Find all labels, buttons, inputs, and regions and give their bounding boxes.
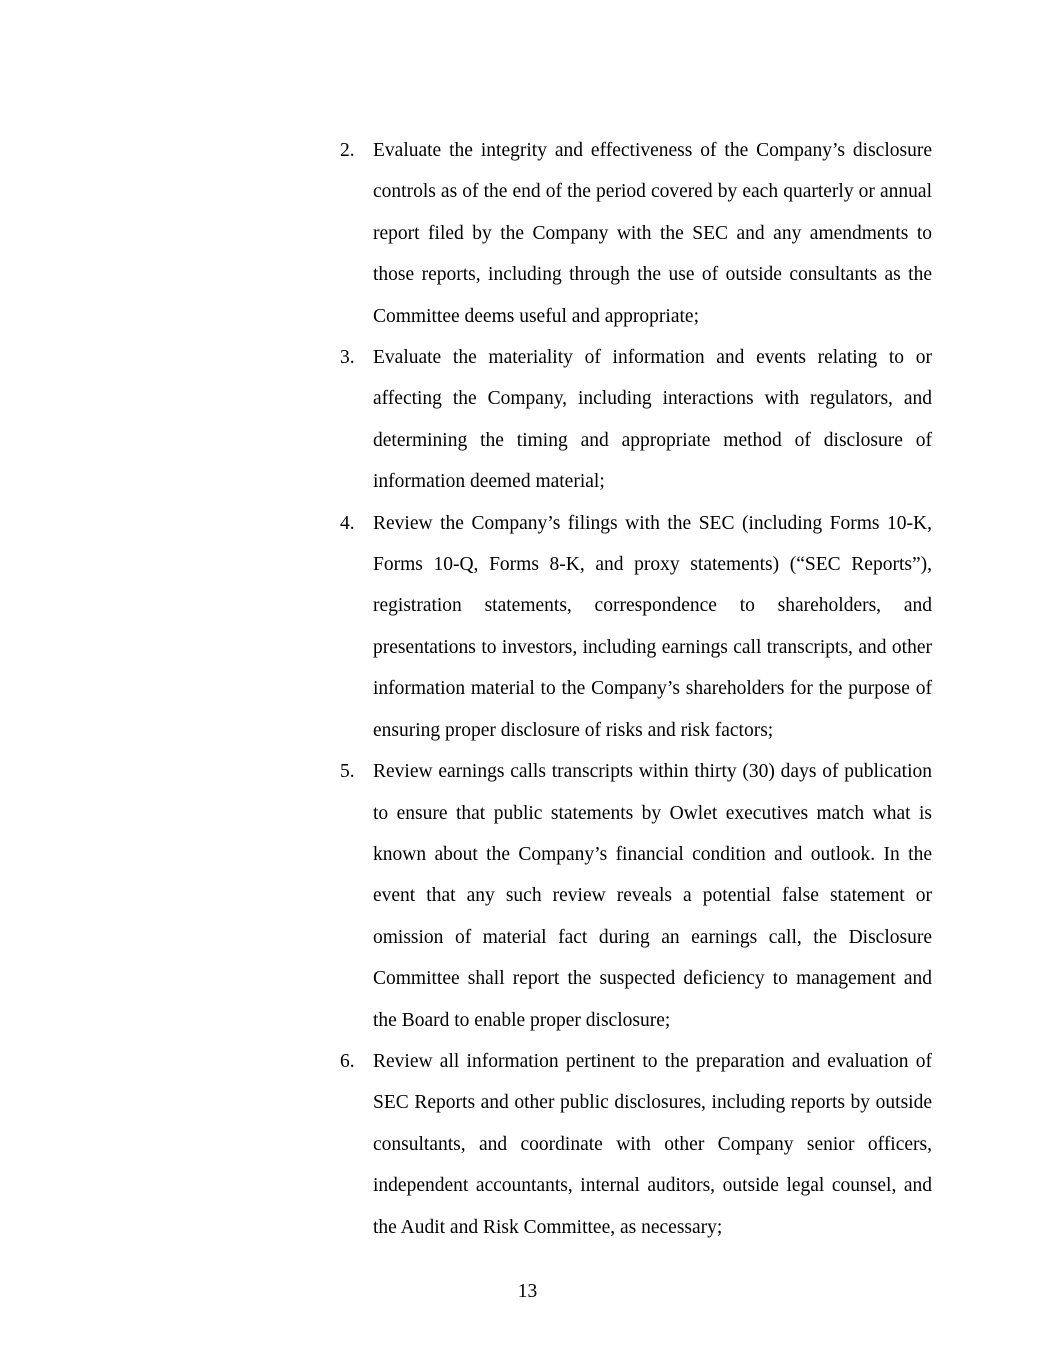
list-item [340,337,932,503]
list-item-number: 3. [340,347,355,369]
list-item-number: 5. [340,761,355,783]
list-item-number: 2. [340,140,355,161]
list-item [340,1041,932,1248]
list-item-text: Evaluate the integrity and effectiveness of the Company’s disclosure controls as of the end of the period covered by each quarterly or annual report filed by the Company with the SEC and any amendments to those reports, including through the use of outside consultants as the Committee deems useful and appropriate; [373,140,932,327]
list-item-text: Review earnings calls transcripts within thirty (30) days of publication to ensure that public statements by Owlet executives match what is known about the Company’s financial condition and outlook. In the event that any such review reveals a potential false statement or omission of material fact during an earnings call, the Disclosure Committee shall report the suspected deficiency to management and the Board to enable proper disclosure; [373,761,932,1031]
list-item-text: Review the Company’s filings with the SEC (including Forms 10-K, Forms 10-Q, Forms 8-K, and proxy statements) (“SEC Reports”), registration statements, correspondence to shareholders, and presentations to investors, including earnings call transcripts, and other information material to the Company’s shareholders for the purpose of ensuring proper disclosure of risks and risk factors; [373,512,932,741]
list-item-text: Review all information pertinent to the preparation and evaluation of SEC Reports and other public disclosures, including reports by outside consultants, and coordinate with other Company senior officers, independent accountants, internal auditors, outside legal counsel, and the Audit and Risk Committee, as necessary; [373,1050,932,1238]
numbered-list [340,130,932,1248]
list-item-number: 6. [340,1050,355,1072]
list-item [340,751,932,1041]
list-item-number: 4. [340,512,355,534]
list-item [340,503,932,751]
page-number: 13 [517,1281,538,1302]
list-item [340,130,932,337]
list-item-text: Evaluate the materiality of information and events relating to or affecting the Company, including interactions with regulators, and determining the timing and appropriate method of disclosure of information deemed material; [373,347,932,493]
